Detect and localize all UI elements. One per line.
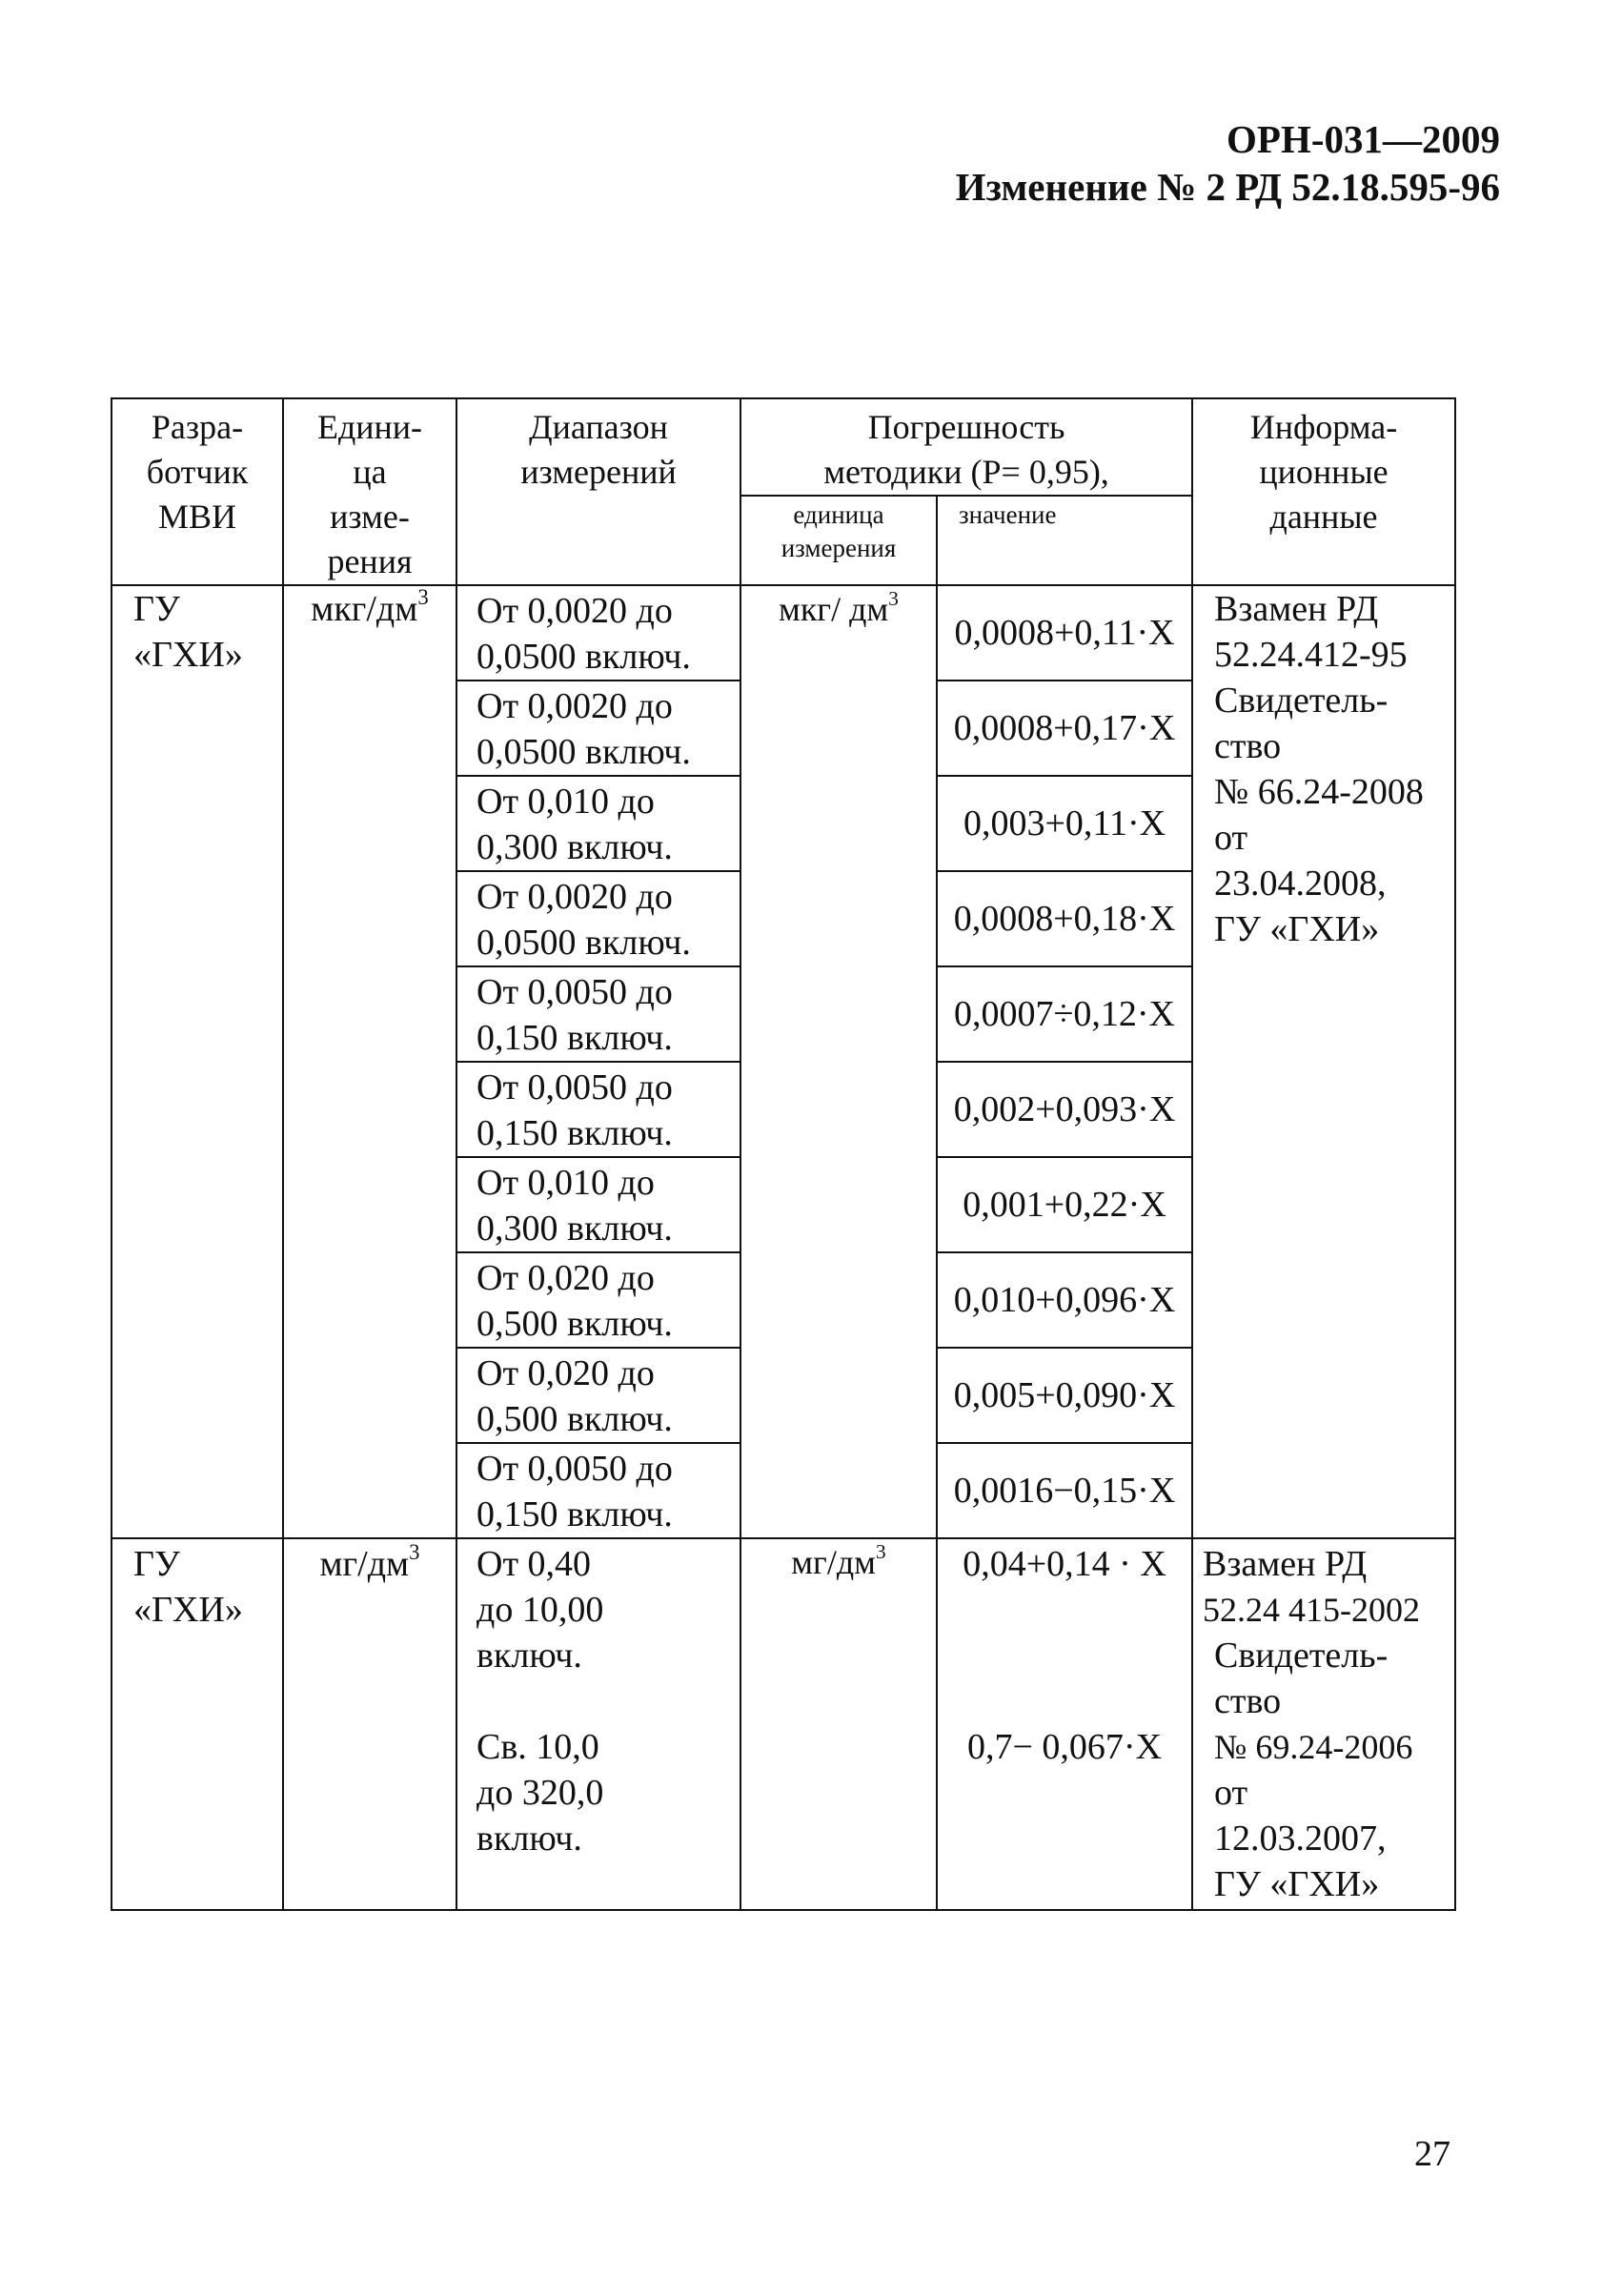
header-unit: Едини- ца изме- рения	[283, 398, 456, 585]
range-line: включ.	[476, 1819, 582, 1859]
range-line: включ.	[476, 1636, 582, 1676]
info-line: Взамен РД	[1203, 1544, 1368, 1584]
header-error: Погрешность методики (Р= 0,95),	[740, 398, 1192, 496]
info-line: № 69.24-2006	[1214, 1728, 1413, 1766]
error-unit-text: мг/дм	[791, 1543, 876, 1581]
error-value-cell: 0,0008+0,11·X	[937, 585, 1192, 681]
header-developer: Разра- ботчик МВИ	[112, 398, 283, 585]
range-cell: От 0,0050 до 0,150 включ.	[456, 966, 740, 1062]
info-line: 52.24 415-2002	[1203, 1591, 1420, 1629]
range-cell	[456, 1538, 740, 1910]
error-unit-text: мкг/ дм	[779, 590, 889, 628]
unit-cell	[283, 1538, 456, 1910]
header-info: Информа- ционные данные	[1192, 398, 1455, 585]
info-line: ство	[1214, 1681, 1282, 1721]
header-range: Диапазон измерений	[456, 398, 740, 585]
info-cell: Взамен РД 52.24.412-95 Свидетель- ство № 66.24-2008 от 23.04.2008, ГУ «ГХИ»	[1192, 585, 1455, 1538]
info-line: ГУ «ГХИ»	[1214, 1864, 1380, 1904]
range-cell: От 0,020 до 0,500 включ.	[456, 1348, 740, 1443]
unit-cell	[283, 585, 456, 1538]
range-cell: От 0,020 до 0,500 включ.	[456, 1252, 740, 1348]
info-cell	[1192, 1538, 1455, 1910]
range-line: до 10,00	[476, 1590, 604, 1630]
info-line: Свидетель-	[1214, 1636, 1389, 1676]
error-value-cell: 0,001+0,22·X	[937, 1157, 1192, 1252]
range-cell: От 0,0020 до 0,0500 включ.	[456, 871, 740, 966]
table-row	[112, 585, 1455, 681]
change-notice: Изменение № 2 РД 52.18.595-96	[955, 165, 1500, 209]
error-unit-cell	[740, 1538, 937, 1910]
error-unit-cell	[740, 585, 937, 1538]
error-value-cell: 0,002+0,093·X	[937, 1062, 1192, 1157]
error-value-cell: 0,005+0,090·X	[937, 1348, 1192, 1443]
method-table	[111, 397, 1456, 1911]
error-unit-exponent: 3	[875, 1539, 886, 1563]
error-value-line: 0,04+0,14 · X	[963, 1544, 1166, 1584]
info-line: от	[1214, 1773, 1248, 1813]
header-error-value: значение	[937, 496, 1192, 585]
range-line: От 0,40	[476, 1544, 592, 1584]
error-unit-exponent: 3	[888, 586, 899, 610]
range-cell: От 0,0020 до 0,0500 включ.	[456, 585, 740, 681]
error-value-cell: 0,0016−0,15·X	[937, 1443, 1192, 1538]
range-cell: От 0,0050 до 0,150 включ.	[456, 1443, 740, 1538]
range-line: до 320,0	[476, 1773, 604, 1813]
range-cell: От 0,010 до 0,300 включ.	[456, 776, 740, 871]
header-error-unit: единица измерения	[740, 496, 937, 585]
document-code: ОРН-031—2009	[1227, 117, 1500, 161]
error-value-cell: 0,0008+0,17·X	[937, 681, 1192, 776]
range-cell: От 0,0020 до 0,0500 включ.	[456, 681, 740, 776]
table-row	[112, 1538, 1455, 1910]
page-number: 27	[1414, 2134, 1450, 2174]
error-value-cell: 0,010+0,096·X	[937, 1252, 1192, 1348]
error-value-cell	[937, 1538, 1192, 1910]
info-line: 12.03.2007,	[1214, 1819, 1387, 1859]
unit-exponent: 3	[409, 1539, 420, 1564]
developer-cell: ГУ «ГХИ»	[112, 1538, 283, 1910]
error-value-cell: 0,0008+0,18·X	[937, 871, 1192, 966]
error-value-line: 0,7− 0,067·X	[966, 1727, 1163, 1767]
unit-exponent: 3	[417, 585, 429, 609]
range-cell: От 0,0050 до 0,150 включ.	[456, 1062, 740, 1157]
range-cell: От 0,010 до 0,300 включ.	[456, 1157, 740, 1252]
unit-text: мг/дм	[319, 1544, 410, 1584]
unit-text: мкг/дм	[311, 589, 418, 629]
error-value-cell: 0,0007÷0,12·X	[937, 966, 1192, 1062]
error-value-cell: 0,003+0,11·X	[937, 776, 1192, 871]
range-line: Св. 10,0	[476, 1727, 599, 1767]
developer-cell: ГУ «ГХИ»	[112, 585, 283, 1538]
